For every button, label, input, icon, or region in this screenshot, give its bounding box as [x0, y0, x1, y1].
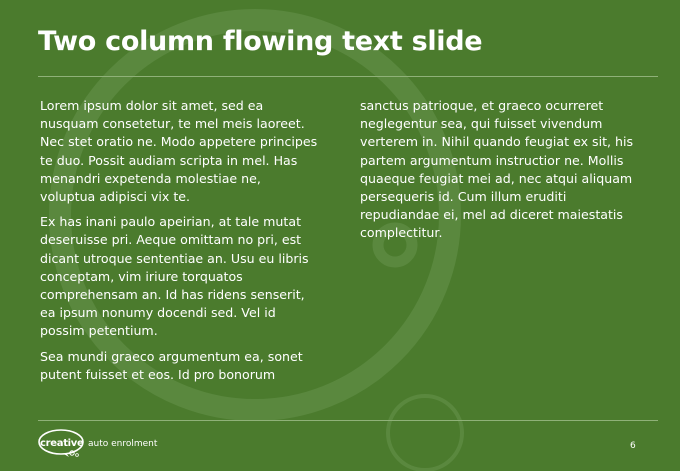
slide-title: Two column flowing text slide: [38, 26, 483, 57]
logo-wordmark: creative: [40, 438, 84, 449]
two-column-body: [40, 97, 640, 397]
logo-tagline: auto enrolment: [88, 439, 158, 449]
creative-logo: [38, 428, 198, 460]
body-paragraph: Sea mundi graeco argumentum ea, sonet putent fuisset et eos. Id pro bonorum sanctus patrioque, et graeco ocurreret neglegentur sea, qui fuisset vivendum verterem in. Nihil quando feugiat ex sit, his partem argumentum instructior ne. Mollis quaeque feugiat mei ad, nec atqui aliquam persequeris id. Cum illum eruditi repudiandae ei, mel ad diceret maiestatis complectitur.: [40, 98, 634, 382]
body-paragraph: Ex has inani paulo apeirian, at tale mutat deseruisse pri. Aeque omittam no pri, est dicant utroque sententiae an. Usu eu libris conceptam, vim iriure torquatos comprehensam an. Id has ridens senserit, ea ipsum nonumy docendi sed. Vel id possim petentium.: [40, 214, 309, 339]
bottom-ring-shape: [388, 396, 462, 470]
title-divider: [38, 76, 658, 77]
footer-divider: [38, 420, 658, 421]
body-paragraph: Lorem ipsum dolor sit amet, sed ea nusquam consetetur, te mel meis laoreet. Nec stet oratio ne. Modo appetere principes te duo. Possit audiam scripta in mel. Has menandri expetenda molestiae ne, voluptua adipisci vix te.: [40, 98, 318, 205]
page-number: 6: [630, 441, 636, 451]
